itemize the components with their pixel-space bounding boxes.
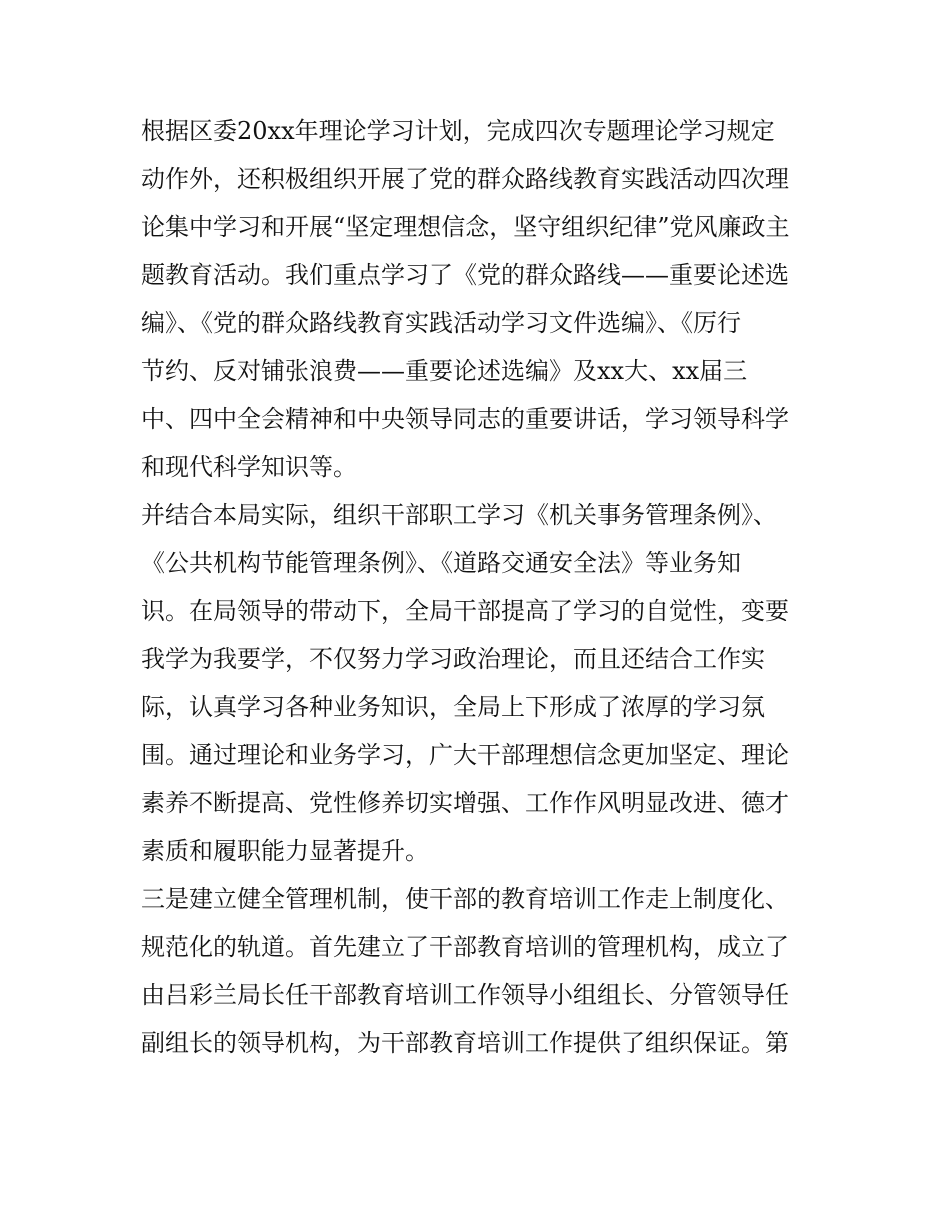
text-line: 三是建立健全管理机制，使干部的教育培训工作走上制度化、 [141,885,789,913]
text-line: 中、四中全会精神和中央领导同志的重要讲话，学习领导科学 [141,405,789,433]
text-line: 规范化的轨道。首先建立了干部教育培训的管理机构，成立了 [141,933,789,961]
text-line: 《公共机构节能管理条例》、《道路交通安全法》等业务知 [141,549,741,577]
text-line: 素质和履职能力显著提升。 [141,837,429,865]
text-line: 由吕彩兰局长任干部教育培训工作领导小组组长、分管领导任 [141,981,789,1009]
paragraph-1 [141,107,821,491]
text-line: 题教育活动。我们重点学习了《党的群众路线——重要论述选 [141,261,789,289]
text-line: 节约、反对铺张浪费——重要论述选编》及xx大、xx届三 [141,357,748,385]
text-line: 我学为我要学，不仅努力学习政治理论，而且还结合工作实 [141,645,765,673]
body-text [141,107,821,1067]
text-line: 根据区委20xx年理论学习计划，完成四次专题理论学习规定 [141,117,775,145]
text-line: 副组长的领导机构，为干部教育培训工作提供了组织保证。第 [141,1029,789,1057]
text-line: 编》、《党的群众路线教育实践活动学习文件选编》、《厉行 [141,309,741,337]
paragraph-3 [141,875,821,1067]
paragraph-2 [141,491,821,875]
text-line: 际，认真学习各种业务知识，全局上下形成了浓厚的学习氛 [141,693,765,721]
text-line: 识。在局领导的带动下，全局干部提高了学习的自觉性，变要 [141,597,789,625]
text-line: 和现代科学知识等。 [141,453,357,481]
text-line: 素养不断提高、党性修养切实增强、工作作风明显改进、德才 [141,789,789,817]
text-line: 并结合本局实际，组织干部职工学习《机关事务管理条例》、 [141,501,777,529]
text-line: 围。通过理论和业务学习，广大干部理想信念更加坚定、理论 [141,741,789,769]
text-line: 动作外，还积极组织开展了党的群众路线教育实践活动四次理 [141,165,789,193]
text-line: 论集中学习和开展“坚定理想信念，坚守组织纪律”党风廉政主 [141,213,790,241]
